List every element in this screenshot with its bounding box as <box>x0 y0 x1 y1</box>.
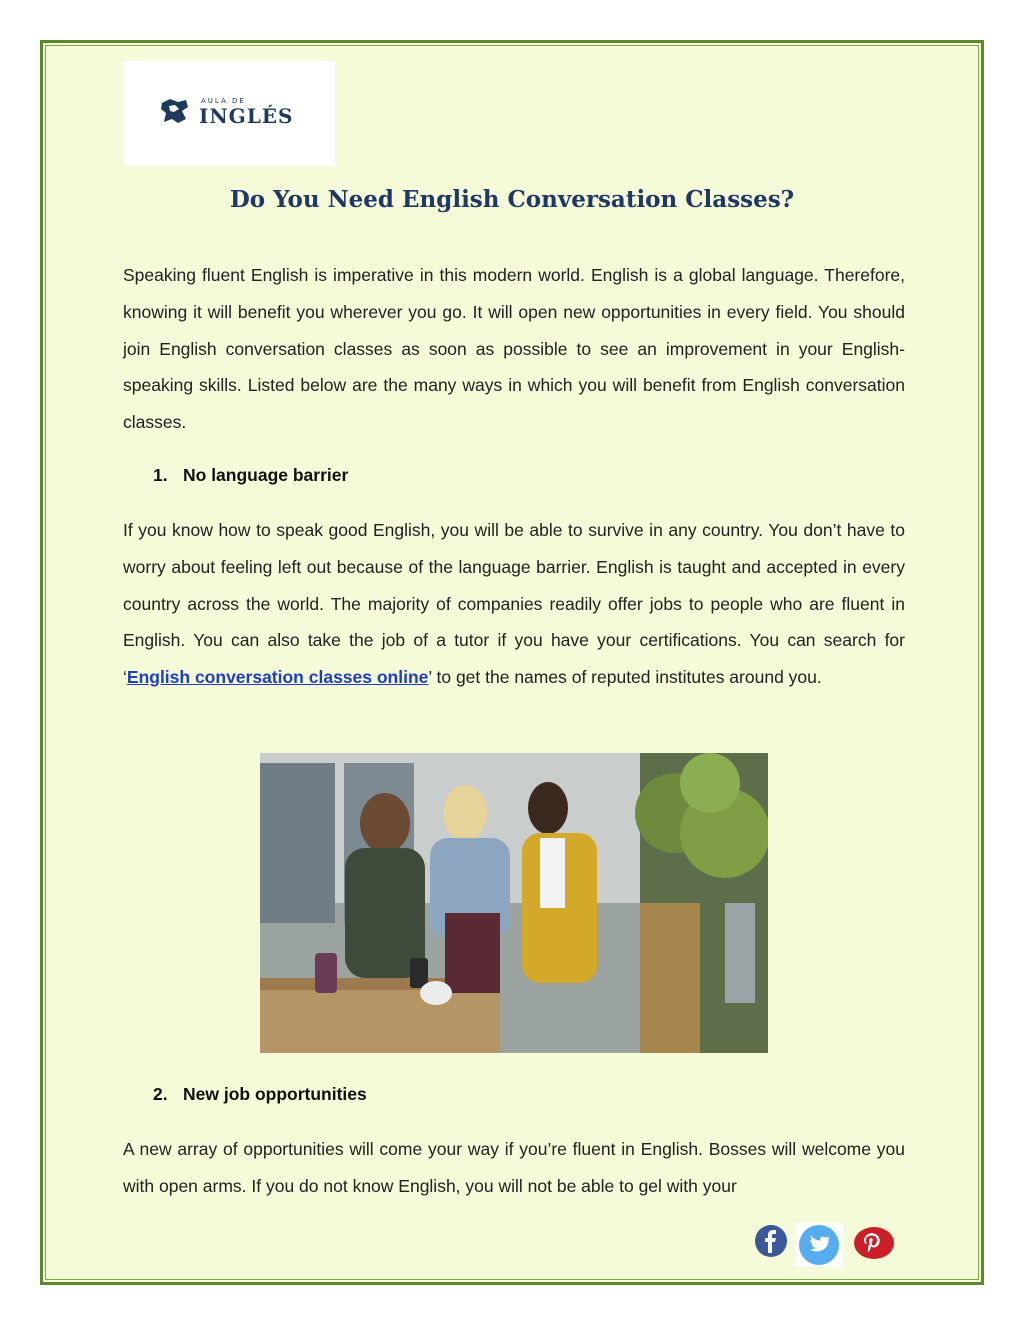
classroom-photo <box>260 753 768 1053</box>
section-1-paragraph <box>123 512 905 696</box>
lion-emblem-icon <box>160 97 190 125</box>
section-1-text-after: ’ to get the names of reputed institutes around you. <box>428 667 822 688</box>
section-heading-1 <box>153 465 348 486</box>
section-1-text-before: If you know how to speak good English, you will be able to survive in any country. You don’t have to worry about feeling left out because of the language barrier. English is taught and accepted in every country across the world. The majority of companies readily offer jobs to people who are fluent in English. You can also take the job of a tutor if you have your certifications. You can search for ‘ <box>123 520 905 688</box>
section-heading-text: No language barrier <box>183 465 349 485</box>
logo-brand-text: INGLÉS <box>199 104 294 128</box>
section-2-paragraph: A new array of opportunities will come your way if you’re fluent in English. Bosses will welcome you with open arms. If you do not know English, you will not be able to gel with your <box>123 1139 905 1196</box>
logo-small-text: AULA DE <box>201 97 246 105</box>
logo[interactable] <box>123 61 335 166</box>
pinterest-icon[interactable] <box>853 1226 895 1260</box>
facebook-icon[interactable] <box>755 1225 787 1257</box>
section-heading-text: New job opportunities <box>183 1084 367 1104</box>
english-classes-link[interactable]: English conversation classes online <box>126 667 429 688</box>
intro-paragraph: Speaking fluent English is imperative in this modern world. English is a global language. Therefore, knowing it will benefit you wherever you go. It will open new opportunities in every field. You should join English conversation classes as soon as possible to see an improvement in your English-speaking skills. Listed below are the many ways in which you will benefit from English conversation classes. <box>123 265 905 433</box>
page-title: Do You Need English Conversation Classes? <box>229 186 795 213</box>
document-page <box>40 40 984 1285</box>
photo-illustration <box>260 753 768 1053</box>
section-number: 2. <box>153 1084 168 1104</box>
section-heading-2 <box>153 1084 367 1105</box>
twitter-icon[interactable] <box>795 1223 843 1267</box>
section-number: 1. <box>153 465 168 485</box>
